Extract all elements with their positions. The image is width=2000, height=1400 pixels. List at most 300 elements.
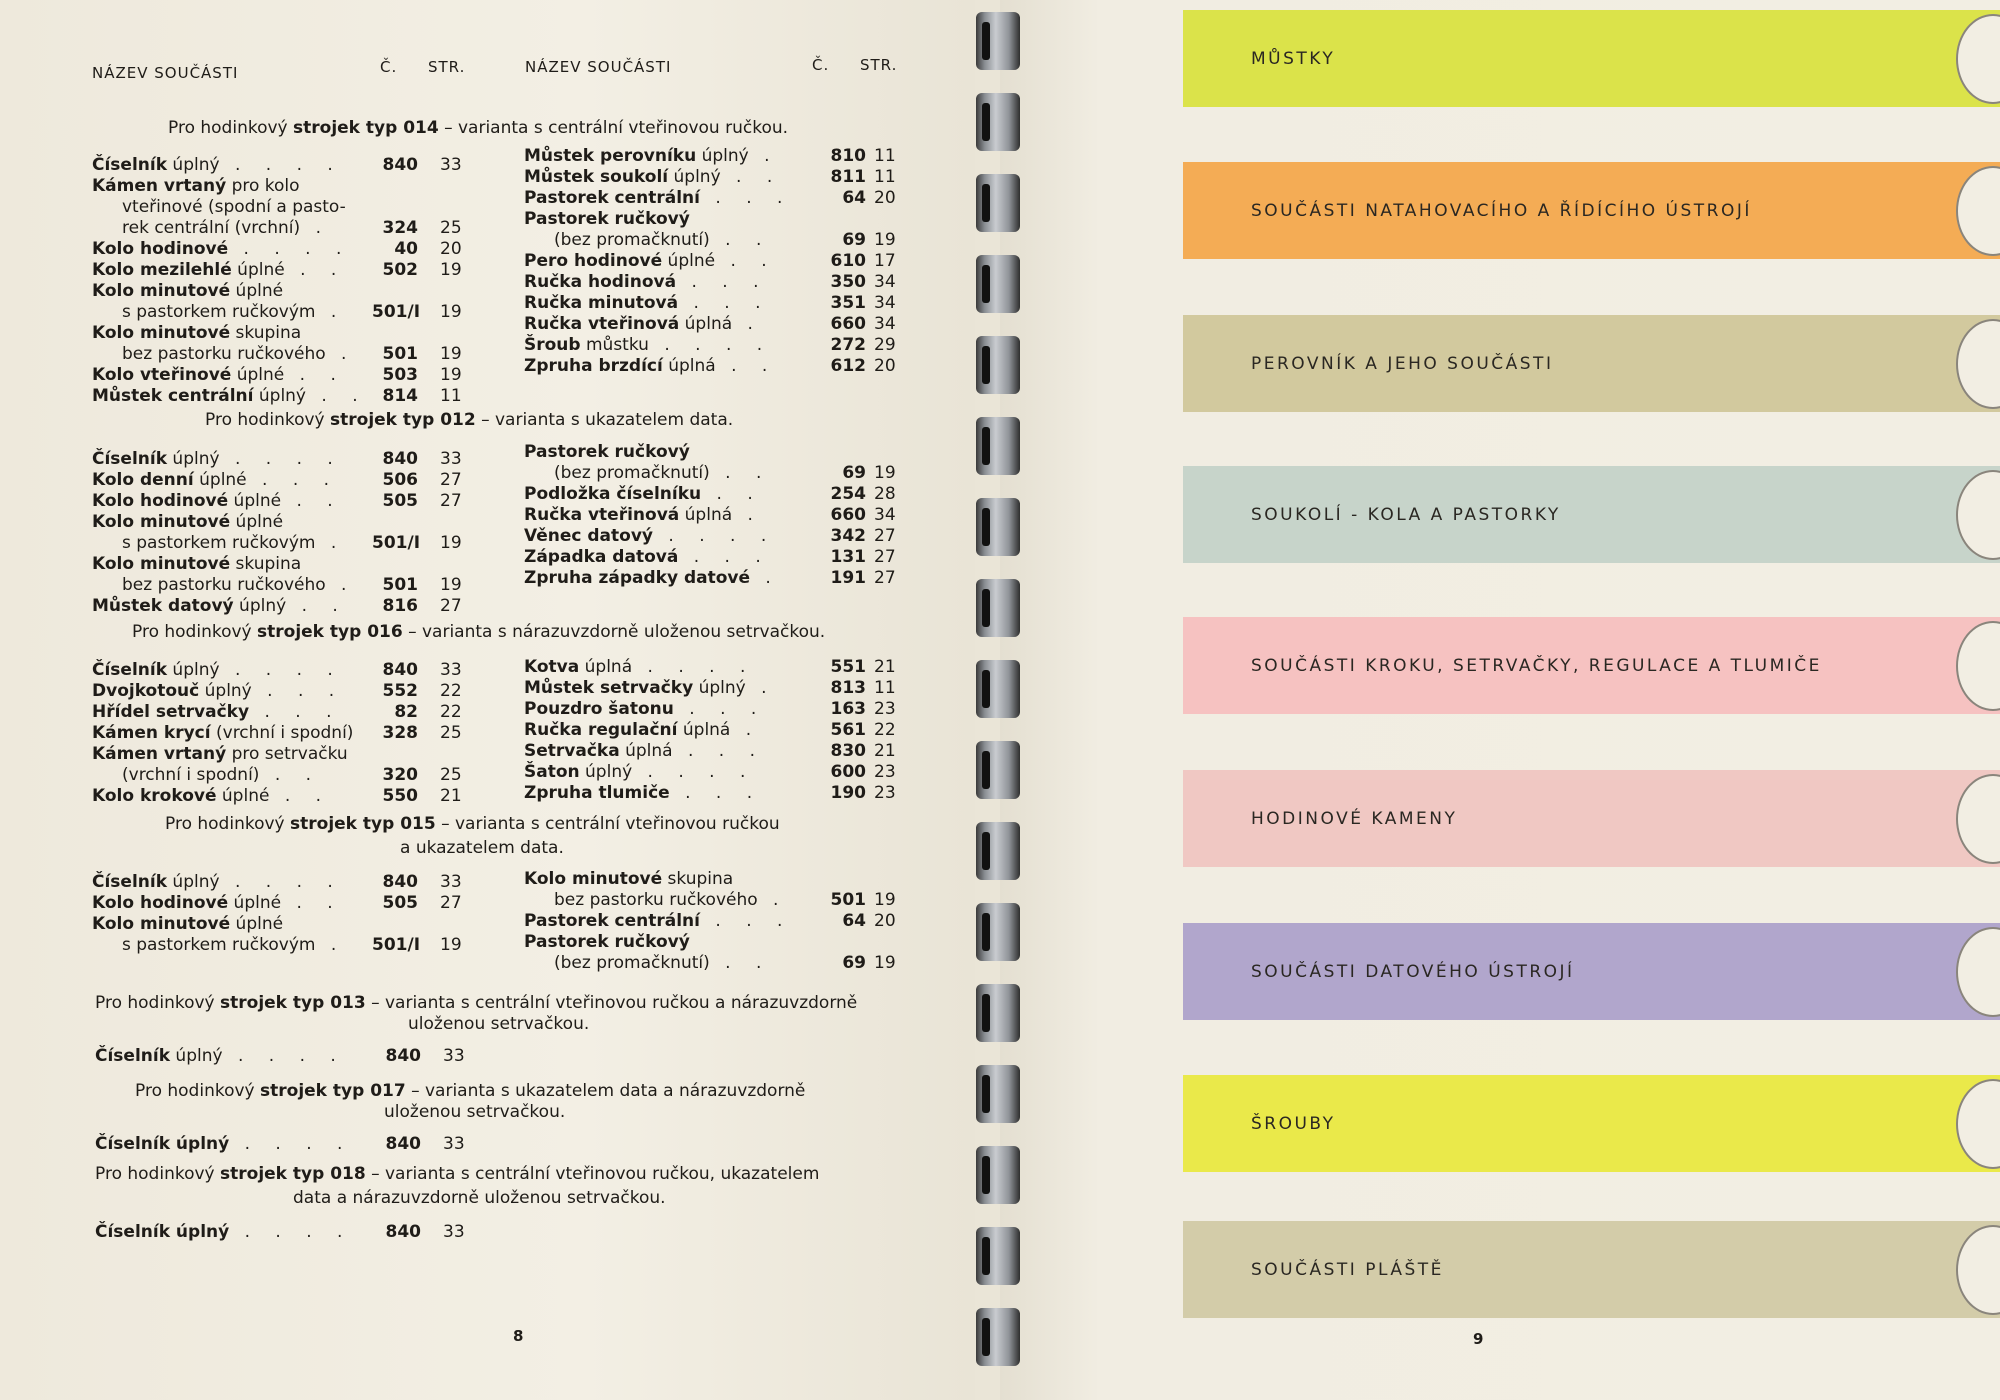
part-name-bold: Kolo krokové (92, 786, 217, 806)
part-name (92, 176, 300, 197)
section-title-bold: strojek typ 014 (293, 118, 439, 138)
leader-dots: . . . (669, 783, 763, 803)
part-name-detail: úplný (668, 167, 721, 187)
part-number: 501/I (372, 533, 421, 553)
part-row (92, 323, 472, 344)
part-name-bold: Ručka minutová (524, 293, 679, 313)
leader-dots: . . (286, 596, 348, 616)
left-column (92, 449, 472, 617)
part-name-bold: Kolo hodinové (92, 893, 229, 913)
part-name-bold: Podložka číselníku (524, 484, 702, 504)
part-name-detail: úplná (679, 314, 733, 334)
part-page: 23 (874, 783, 896, 803)
leader-dots: . . (281, 893, 343, 913)
page-number-right: 9 (1473, 1330, 1484, 1348)
part-row (92, 449, 472, 470)
part-number: 811 (830, 167, 866, 187)
spiral-ring (976, 1065, 1020, 1123)
part-row (92, 491, 472, 512)
tab-notch (1956, 927, 2000, 1017)
part-name-bold: Kolo minutové (92, 914, 231, 934)
leader-dots: . . . . (653, 526, 777, 546)
index-tab[interactable] (1183, 923, 2000, 1020)
part-name-bold: Pero hodinové (524, 251, 663, 271)
part-number: 254 (830, 484, 866, 504)
part-number: 501/I (372, 935, 421, 955)
spiral-ring (976, 1227, 1020, 1285)
part-row (92, 155, 472, 176)
index-tab[interactable] (1183, 315, 2000, 412)
part-number: 660 (830, 314, 866, 334)
part-row (524, 335, 904, 356)
part-page: 34 (874, 293, 896, 313)
tab-notch (1956, 1225, 2000, 1315)
part-row (524, 251, 904, 272)
part-page: 33 (440, 660, 462, 680)
part-page: 27 (440, 470, 462, 490)
part-name-detail: úplné (228, 491, 282, 511)
leader-dots: . . . (678, 547, 771, 567)
part-row (92, 786, 472, 807)
part-row (524, 484, 904, 505)
part-name-bold: Zpruha brzdící (524, 356, 663, 376)
part-number: 69 (842, 230, 866, 250)
part-page: 25 (440, 218, 462, 238)
part-row (524, 505, 904, 526)
part-name-bold: Kámen krycí (92, 723, 211, 743)
part-number: 501/I (372, 302, 421, 322)
section-title: Pro hodinkový strojek typ 013 – varianta s centrální vteřinovou ručkou a nárazuvzdorně (95, 993, 858, 1013)
part-name-bold: Pastorek ručkový (524, 442, 690, 462)
part-number: 501 (830, 890, 866, 910)
part-row (524, 890, 904, 911)
part-name-bold: Číselník (92, 872, 168, 892)
part-page: 19 (440, 935, 462, 955)
part-name-detail: úplný (253, 386, 306, 406)
part-row (524, 720, 904, 741)
part-name-detail: úplné (230, 281, 284, 301)
index-tab[interactable] (1183, 466, 2000, 563)
part-page: 21 (874, 741, 896, 761)
part-row (95, 1222, 475, 1243)
part-page: 19 (440, 533, 462, 553)
part-name (524, 762, 755, 783)
part-name-bold: Můstek centrální (92, 386, 254, 406)
part-name-bold: Číselník (95, 1046, 171, 1066)
part-page: 25 (440, 765, 462, 785)
part-name-bold: Kámen vrtaný (92, 176, 227, 196)
spiral-ring (976, 12, 1020, 70)
part-name (524, 167, 782, 188)
part-name (524, 230, 771, 251)
part-name (524, 547, 771, 568)
part-number: 830 (830, 741, 866, 761)
part-page: 27 (874, 547, 896, 567)
part-number: 324 (382, 218, 418, 238)
part-page: 27 (440, 491, 462, 511)
part-name (92, 491, 343, 512)
part-number: 82 (394, 702, 418, 722)
part-row (524, 657, 904, 678)
part-page: 25 (440, 723, 462, 743)
part-name-bold: Pastorek ručkový (524, 209, 690, 229)
leader-dots: . . . . (219, 155, 343, 175)
part-row (92, 744, 472, 765)
spiral-ring (976, 903, 1020, 961)
leader-dots: . . . (676, 272, 769, 292)
part-number: 551 (830, 657, 866, 677)
part-name-bold: Číselník (92, 660, 168, 680)
part-name (524, 442, 690, 463)
tab-notch (1956, 1079, 2000, 1169)
part-page: 11 (440, 386, 462, 406)
left-column (92, 872, 472, 956)
part-row (524, 953, 904, 974)
part-page: 19 (440, 365, 462, 385)
leader-dots: . . . (678, 293, 771, 313)
part-row (524, 146, 904, 167)
part-name-bold: Můstek perovníku (524, 146, 697, 166)
part-page: 20 (874, 911, 896, 931)
part-number: 163 (830, 699, 866, 719)
part-number: 350 (830, 272, 866, 292)
part-row (524, 699, 904, 720)
part-name-detail: (bez promačknutí) (554, 230, 710, 250)
part-name-detail: úplné (231, 365, 285, 385)
part-name (524, 911, 792, 932)
part-name (92, 893, 343, 914)
part-row (92, 197, 472, 218)
part-row (92, 596, 472, 617)
part-row (92, 702, 472, 723)
leader-dots: . (300, 218, 331, 238)
part-name-detail: úplný (167, 872, 220, 892)
part-number: 502 (382, 260, 418, 280)
part-name (92, 872, 343, 893)
leader-dots: . (315, 935, 347, 955)
part-name (92, 660, 343, 681)
part-page: 33 (443, 1222, 465, 1242)
part-row (524, 526, 904, 547)
part-number: 40 (394, 239, 418, 259)
leader-dots: . (748, 146, 780, 166)
part-number: 506 (382, 470, 418, 490)
part-number: 612 (830, 356, 866, 376)
index-tab[interactable] (1183, 162, 2000, 259)
part-name-bold: Ručka regulační (524, 720, 678, 740)
part-row (92, 239, 472, 260)
section-title: Pro hodinkový strojek typ 018 – varianta s centrální vteřinovou ručkou, ukazatelem (95, 1164, 820, 1184)
part-row (524, 869, 904, 890)
part-page: 22 (440, 681, 462, 701)
part-name (524, 335, 772, 356)
part-name-bold: Kolo vteřinové (92, 365, 232, 385)
leader-dots: . . (269, 786, 332, 806)
leader-dots: . (315, 533, 347, 553)
leader-dots: . . . (700, 188, 793, 208)
part-name (524, 505, 763, 526)
leader-dots: . . . (246, 470, 340, 490)
part-row (95, 1134, 475, 1155)
index-tab[interactable] (1183, 10, 2000, 107)
part-name-bold: Zpruha západky datové (524, 568, 751, 588)
part-page: 19 (874, 463, 896, 483)
part-name-detail: bez pastorku ručkového (554, 890, 758, 910)
part-number: 660 (830, 505, 866, 525)
header-str-1: STR. (428, 58, 466, 76)
part-name (524, 869, 733, 890)
part-name-bold: Můstek setrvačky (524, 678, 694, 698)
part-page: 11 (874, 146, 896, 166)
part-name-detail: úplná (679, 505, 733, 525)
part-page: 27 (874, 568, 896, 588)
part-name-detail: úplná (677, 720, 731, 740)
part-name-bold: Kotva (524, 657, 580, 677)
part-name (524, 251, 777, 272)
spiral-ring (976, 1146, 1020, 1204)
spiral-ring (976, 93, 1020, 151)
part-name (92, 533, 346, 554)
part-name-bold: Pastorek centrální (524, 188, 700, 208)
part-number: 550 (382, 786, 418, 806)
index-tab[interactable] (1183, 1075, 2000, 1172)
part-page: 33 (440, 155, 462, 175)
section-title-line2: data a nárazuvzdorně uloženou setrvačkou. (293, 1188, 666, 1208)
part-name-detail: úplná (662, 356, 716, 376)
part-page: 34 (874, 314, 896, 334)
part-number: 816 (382, 596, 418, 616)
part-page: 19 (440, 260, 462, 280)
section-title: Pro hodinkový strojek typ 015 – varianta s centrální vteřinovou ručkou (165, 814, 780, 834)
section-title-bold: strojek typ 016 (257, 622, 403, 642)
part-name-detail: (bez promačknutí) (554, 463, 710, 483)
part-name-detail: bez pastorku ručkového (122, 344, 326, 364)
part-name (524, 953, 771, 974)
part-name (92, 681, 344, 702)
part-name-detail: pro kolo (226, 176, 300, 196)
part-page: 27 (874, 526, 896, 546)
part-page: 23 (874, 699, 896, 719)
part-name (92, 218, 331, 239)
part-row (92, 176, 472, 197)
part-name (92, 723, 353, 744)
part-number: 814 (382, 386, 418, 406)
section-title-bold: strojek typ 015 (290, 814, 436, 834)
part-name (92, 386, 368, 407)
part-number: 342 (830, 526, 866, 546)
leader-dots: . . . . (222, 1046, 346, 1066)
part-row (524, 762, 904, 783)
header-no-1: Č. (380, 58, 398, 76)
leader-dots: . . (715, 251, 777, 271)
part-number: 503 (382, 365, 418, 385)
part-number: 840 (385, 1222, 421, 1242)
header-name-2: NÁZEV SOUČÁSTI (525, 58, 672, 76)
right-column (524, 146, 904, 377)
part-name (524, 657, 755, 678)
part-page: 19 (440, 344, 462, 364)
part-number: 320 (382, 765, 418, 785)
leader-dots: . (325, 344, 357, 364)
leader-dots: . . (715, 356, 778, 376)
part-name-bold: Západka datová (524, 547, 679, 567)
part-name (524, 568, 781, 589)
part-number: 552 (382, 681, 418, 701)
leader-dots: . . (284, 365, 346, 385)
part-row (92, 681, 472, 702)
leader-dots: . . . . (229, 1134, 353, 1154)
part-name-detail: úplné (216, 786, 270, 806)
part-name-bold: Kolo mezilehlé (92, 260, 232, 280)
part-name-bold: Můstek datový (92, 596, 234, 616)
section-title-bold: strojek typ 012 (330, 410, 476, 430)
leader-dots: . . . . (219, 449, 343, 469)
part-name-detail: pro setrvačku (226, 744, 348, 764)
part-name-detail: úplné (662, 251, 716, 271)
leader-dots: . . . (251, 681, 345, 701)
part-name (524, 720, 761, 741)
section-title-line2: uloženou setrvačkou. (384, 1102, 566, 1122)
index-tab[interactable] (1183, 1221, 2000, 1318)
tab-notch (1956, 319, 2000, 409)
part-row (92, 302, 472, 323)
part-page: 11 (874, 678, 896, 698)
part-page: 33 (443, 1134, 465, 1154)
part-name-bold: Pouzdro šatonu (524, 699, 674, 719)
index-tab-label: PEROVNÍK A JEHO SOUČÁSTI (1251, 353, 1554, 374)
part-number: 131 (830, 547, 866, 567)
part-name (92, 365, 346, 386)
part-page: 20 (874, 188, 896, 208)
section-title: Pro hodinkový strojek typ 017 – varianta s ukazatelem data a nárazuvzdorně (135, 1081, 806, 1101)
part-row (92, 723, 472, 744)
part-row (92, 935, 472, 956)
part-page: 27 (440, 596, 462, 616)
leader-dots: . . . . (219, 872, 343, 892)
part-row (92, 344, 472, 365)
spiral-ring (976, 660, 1020, 718)
part-name-bold: Dvojkotouč (92, 681, 200, 701)
part-name (524, 741, 765, 762)
part-row (92, 470, 472, 491)
part-name (92, 914, 283, 935)
part-name (524, 526, 776, 547)
part-row (92, 554, 472, 575)
part-name (524, 932, 690, 953)
part-name-bold: Číselník úplný (95, 1222, 230, 1242)
leader-dots: . . (284, 260, 347, 280)
part-row (524, 932, 904, 953)
part-name-bold: Kolo minutové (92, 323, 231, 343)
part-name (92, 575, 356, 596)
index-tab-label: MŮSTKY (1251, 48, 1336, 69)
index-tab-label: SOUKOLÍ - KOLA A PASTORKY (1251, 504, 1561, 525)
index-tab[interactable] (1183, 770, 2000, 867)
part-name-detail: (vrchní i spodní) (210, 723, 354, 743)
part-name (92, 344, 356, 365)
part-name (524, 209, 690, 230)
part-row (92, 660, 472, 681)
part-name (95, 1046, 346, 1067)
part-row (524, 741, 904, 762)
part-number: 810 (830, 146, 866, 166)
part-row (95, 1046, 475, 1067)
part-row (92, 575, 472, 596)
leader-dots: . . (709, 463, 772, 483)
part-row (524, 911, 904, 932)
part-name (524, 678, 777, 699)
part-name (92, 155, 343, 176)
part-page: 11 (874, 167, 896, 187)
part-row (524, 568, 904, 589)
part-page: 20 (440, 239, 462, 259)
spiral-ring (976, 498, 1020, 556)
part-page: 19 (440, 575, 462, 595)
index-tab[interactable] (1183, 617, 2000, 714)
part-name (524, 699, 766, 720)
header-no-2: Č. (812, 56, 830, 74)
part-name-detail: skupina (230, 323, 302, 343)
part-name (92, 702, 342, 723)
part-name-bold: Číselník (92, 449, 168, 469)
index-tab-label: SOUČÁSTI DATOVÉHO ÚSTROJÍ (1251, 961, 1575, 982)
part-number: 351 (830, 293, 866, 313)
part-number: 505 (382, 893, 418, 913)
part-name (524, 463, 771, 484)
leader-dots: . (745, 678, 777, 698)
part-number: 505 (382, 491, 418, 511)
part-name (92, 239, 351, 260)
part-name-bold: Hřídel setrvačky (92, 702, 250, 722)
part-row (524, 314, 904, 335)
header-str-2: STR. (860, 56, 898, 74)
leader-dots: . (315, 302, 347, 322)
part-name-detail: úplný (167, 660, 220, 680)
tab-notch (1956, 621, 2000, 711)
part-name-detail: úplný (696, 146, 749, 166)
section-title-bold: strojek typ 018 (220, 1164, 366, 1184)
page-number-left: 8 (513, 1327, 524, 1345)
part-name-bold: Kolo hodinové (92, 491, 229, 511)
index-tab-label: SOUČÁSTI NATAHOVACÍHO A ŘÍDÍCÍHO ÚSTROJÍ (1251, 200, 1752, 221)
part-name-detail: s pastorkem ručkovým (122, 533, 316, 553)
part-page: 28 (874, 484, 896, 504)
part-row (92, 281, 472, 302)
header-name-1: NÁZEV SOUČÁSTI (92, 64, 239, 82)
part-row (524, 167, 904, 188)
leader-dots: . . . . (648, 335, 773, 355)
part-name (92, 554, 301, 575)
part-page: 20 (874, 356, 896, 376)
part-name-detail: vteřinové (spodní a pasto- (122, 197, 346, 217)
leader-dots: . . . . (632, 657, 756, 677)
part-name-bold: Věnec datový (524, 526, 653, 546)
part-name (524, 783, 762, 804)
part-number: 840 (382, 155, 418, 175)
part-number: 64 (842, 911, 866, 931)
part-name (92, 512, 283, 533)
part-name (92, 197, 346, 218)
part-name-bold: Můstek soukolí (524, 167, 669, 187)
part-name-detail: úplný (693, 678, 746, 698)
leader-dots: . . (709, 953, 772, 973)
part-name-detail: skupina (662, 869, 734, 889)
part-name-detail: s pastorkem ručkovým (122, 935, 316, 955)
part-number: 840 (385, 1134, 421, 1154)
part-number: 840 (382, 660, 418, 680)
part-page: 19 (874, 953, 896, 973)
part-page: 17 (874, 251, 896, 271)
